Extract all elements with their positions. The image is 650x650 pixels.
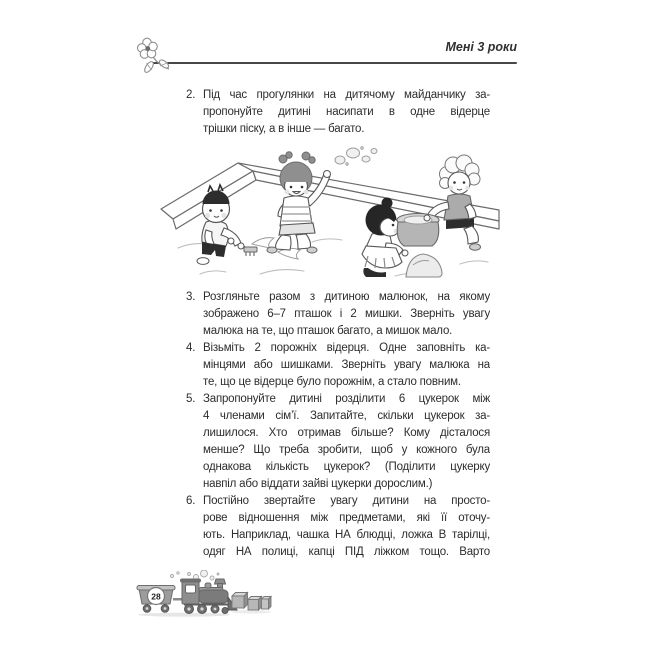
item-number: 5. [186, 393, 196, 405]
text-line: трішки піску, а в інше — багато. [203, 123, 365, 135]
text-line: однакова кількість цукерок? (Поділити цукерку [203, 461, 490, 473]
list-item [186, 289, 490, 340]
page-header [137, 36, 517, 82]
toy-train-icon [132, 570, 272, 618]
page-body [186, 87, 490, 561]
item-number: 6. [186, 495, 196, 507]
list-item [186, 87, 490, 138]
toy-blocks-icon [232, 593, 271, 611]
sandbox-illustration [160, 146, 500, 283]
item-text [203, 289, 490, 340]
text-line: зображено 6–7 пташок і 2 мишки. Зверніть увагу [203, 308, 490, 320]
list-bottom [186, 289, 490, 561]
item-number: 2. [186, 89, 196, 101]
text-line: малюка на те, що пташок багато, а мишок мало. [203, 325, 453, 337]
list-item [186, 493, 490, 561]
item-text [203, 340, 490, 391]
children-playing-in-sandbox-image [160, 146, 500, 283]
page-number: 28 [151, 591, 161, 602]
boy-raking-figure [197, 185, 257, 264]
flower-sprig-icon [137, 37, 175, 81]
item-text [203, 493, 490, 561]
text-line: менше? Що треба зробити, щоб у кожного була [203, 444, 490, 456]
text-line: навпіл або віддати зайві цукерки дорослим.) [203, 478, 433, 490]
text-line: те, що це відерце було порожнім, а стало повним. [203, 376, 461, 388]
item-number: 4. [186, 342, 196, 354]
text-line: Під час прогулянки на дитячому майданчику за- [203, 89, 490, 101]
item-number: 3. [186, 291, 196, 303]
list-item [186, 391, 490, 493]
text-line: одяг НА полиці, капці ПІД ліжком тощо. Варто [203, 546, 490, 558]
text-line: мінцями або шишками. Зверніть увагу малюка на [203, 359, 490, 371]
item-text [203, 391, 490, 493]
wagon [137, 586, 183, 613]
text-line: лишилося. Хто отримав більше? Кому дісталося [203, 427, 490, 439]
page-footer [132, 570, 272, 623]
text-line: рове відношення між предметами, які її оточу- [203, 512, 490, 524]
header-rule [150, 62, 517, 64]
text-line: 4 членами сім’ї. Запитайте, скільки цукерок за- [203, 410, 490, 422]
text-line: пропонуйте дитині насипати в одне відерце [203, 106, 490, 118]
list-top [186, 87, 490, 138]
item-text [203, 87, 490, 138]
text-line: Візьміть 2 порожніх відерця. Одне заповніть ка- [203, 342, 490, 354]
running-head: Мені 3 роки [445, 40, 517, 54]
text-line: Розгляньте разом з дитиною малюнок, на якому [203, 291, 490, 303]
list-item [186, 340, 490, 391]
text-line: Постійно звертайте увагу дитини на просто- [203, 495, 490, 507]
text-line: Запропонуйте дитині розділити 6 цукерок між [203, 393, 490, 405]
text-line: ють. Наприклад, чашка НА блюдці, ложка В тарілці, [203, 529, 490, 541]
locomotive [180, 579, 237, 614]
